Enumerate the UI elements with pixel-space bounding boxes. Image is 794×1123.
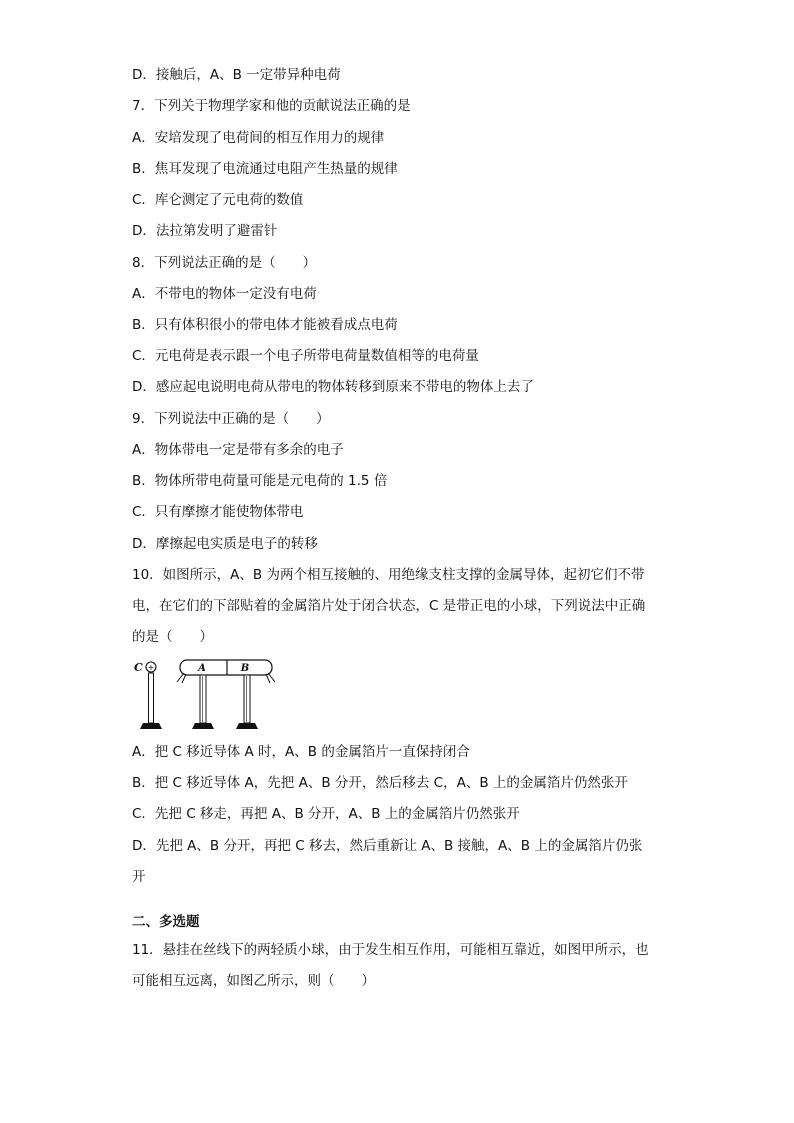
base-b bbox=[236, 723, 258, 729]
figure-label-plus: + bbox=[147, 663, 155, 672]
stand-c bbox=[149, 673, 154, 723]
base-a bbox=[192, 723, 214, 729]
q11-stem-line-2: 可能相互远离，如图乙所示，则（ ） bbox=[132, 973, 375, 989]
figure-label-c: C bbox=[134, 661, 143, 674]
q10-option-a: A．把 C 移近导体 A 时，A、B 的金属箔片一直保持闭合 bbox=[132, 744, 470, 760]
q6-option-d: D．接触后，A、B 一定带异种电荷 bbox=[132, 67, 341, 83]
q8-option-b: B．只有体积很小的带电体才能被看成点电荷 bbox=[132, 317, 398, 333]
q8-stem: 8．下列说法正确的是（ ） bbox=[132, 255, 317, 271]
q9-option-d: D．摩擦起电实质是电子的转移 bbox=[132, 536, 318, 552]
q9-option-c: C．只有摩擦才能使物体带电 bbox=[132, 504, 304, 520]
q10-option-d: D．先把 A、B 分开，再把 C 移去，然后重新让 A、B 接触，A、B 上的金属箔片仍张 bbox=[132, 838, 643, 854]
q7-option-d: D．法拉第发明了避雷针 bbox=[132, 223, 278, 239]
q10-option-b: B．把 C 移近导体 A，先把 A、B 分开，然后移去 C，A、B 上的金属箔片仍然张开 bbox=[132, 775, 628, 791]
q7-option-b: B．焦耳发现了电流通过电阻产生热量的规律 bbox=[132, 161, 398, 177]
q10-stem-line-1: 10．如图所示，A、B 为两个相互接触的、用绝缘支柱支撑的金属导体，起初它们不带 bbox=[132, 567, 645, 583]
q10-stem-line-3: 的是（ ） bbox=[132, 629, 213, 645]
stand-b bbox=[244, 675, 250, 723]
q9-option-b: B．物体所带电荷量可能是元电荷的 1.5 倍 bbox=[132, 473, 388, 489]
q8-option-c: C．元电荷是表示跟一个电子所带电荷量数值相等的电荷量 bbox=[132, 348, 479, 364]
q7-option-a: A．安培发现了电荷间的相互作用力的规律 bbox=[132, 130, 385, 146]
q7-stem: 7．下列关于物理学家和他的贡献说法正确的是 bbox=[132, 98, 411, 114]
q11-stem-line-1: 11．悬挂在丝线下的两轻质小球，由于发生相互作用，可能相互靠近，如图甲所示，也 bbox=[132, 942, 649, 958]
q10-conductor-figure bbox=[132, 656, 282, 736]
section-heading-multiple-choice: 二、多选题 bbox=[132, 914, 200, 930]
stand-a bbox=[200, 675, 206, 723]
q9-option-a: A．物体带电一定是带有多余的电子 bbox=[132, 442, 344, 458]
figure-label-a: A bbox=[198, 663, 206, 674]
conductor-ab bbox=[180, 660, 272, 675]
q8-option-a: A．不带电的物体一定没有电荷 bbox=[132, 286, 317, 302]
q8-option-d: D．感应起电说明电荷从带电的物体转移到原来不带电的物体上去了 bbox=[132, 379, 534, 395]
q7-option-c: C．库仑测定了元电荷的数值 bbox=[132, 192, 304, 208]
q10-option-c: C．先把 C 移走，再把 A、B 分开，A、B 上的金属箔片仍然张开 bbox=[132, 806, 520, 822]
figure-label-b: B bbox=[240, 663, 250, 674]
q10-stem-line-2: 电，在它们的下部贴着的金属箔片处于闭合状态，C 是带正电的小球，下列说法中正确 bbox=[132, 598, 646, 614]
base-c bbox=[140, 723, 162, 729]
q10-option-d-continued: 开 bbox=[132, 869, 146, 885]
q9-stem: 9．下列说法中正确的是（ ） bbox=[132, 411, 330, 427]
